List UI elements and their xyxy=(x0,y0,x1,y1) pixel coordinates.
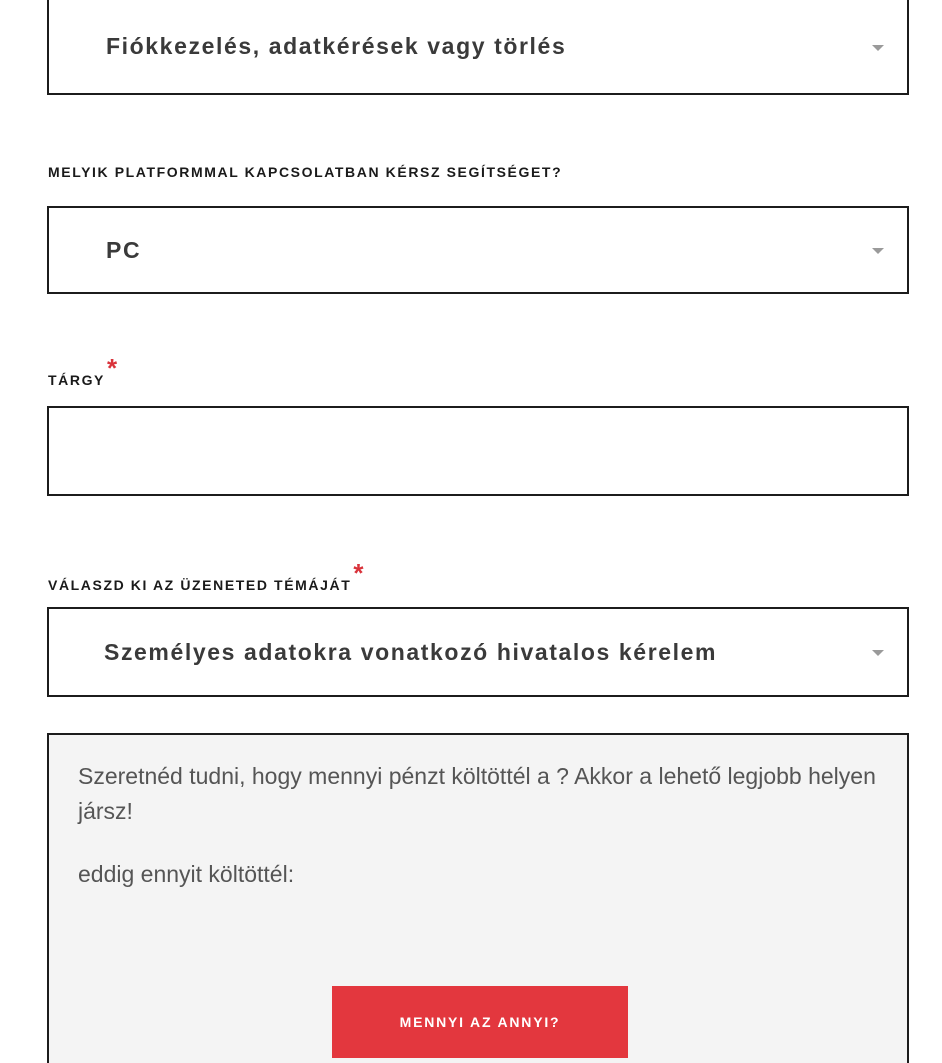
topic-select-value: Személyes adatokra vonatkozó hivatalos kérelem xyxy=(104,638,718,665)
spending-info-panel xyxy=(47,733,909,1063)
subject-label-text: TÁRGY xyxy=(48,372,105,388)
required-asterisk: * xyxy=(107,353,118,383)
platform-select-value: PC xyxy=(106,236,142,263)
chevron-down-icon xyxy=(872,45,884,51)
spending-message: Szeretnéd tudni, hogy mennyi pénzt költöttél a ? Akkor a lehető legjobb helyen jársz! xyxy=(78,763,876,824)
check-spending-button[interactable]: MENNYI AZ ANNYI? xyxy=(332,986,628,1058)
subject-label xyxy=(48,353,118,392)
topic-label-text: VÁLASZD KI AZ ÜZENETED TÉMÁJÁT xyxy=(48,577,352,593)
chevron-down-icon xyxy=(872,248,884,254)
category-select[interactable] xyxy=(47,0,909,95)
platform-label-text: MELYIK PLATFORMMAL KAPCSOLATBAN KÉRSZ SEGÍTSÉGET? xyxy=(48,164,563,180)
spent-amount-text: eddig ennyit költöttél: xyxy=(78,861,295,887)
platform-label xyxy=(48,164,562,180)
subject-input[interactable] xyxy=(47,406,909,496)
platform-select[interactable] xyxy=(47,206,909,294)
required-asterisk: * xyxy=(353,558,364,588)
topic-label xyxy=(48,558,364,597)
topic-select[interactable] xyxy=(47,607,909,697)
category-select-value: Fiókkezelés, adatkérések vagy törlés xyxy=(106,33,567,59)
chevron-down-icon xyxy=(872,650,884,656)
